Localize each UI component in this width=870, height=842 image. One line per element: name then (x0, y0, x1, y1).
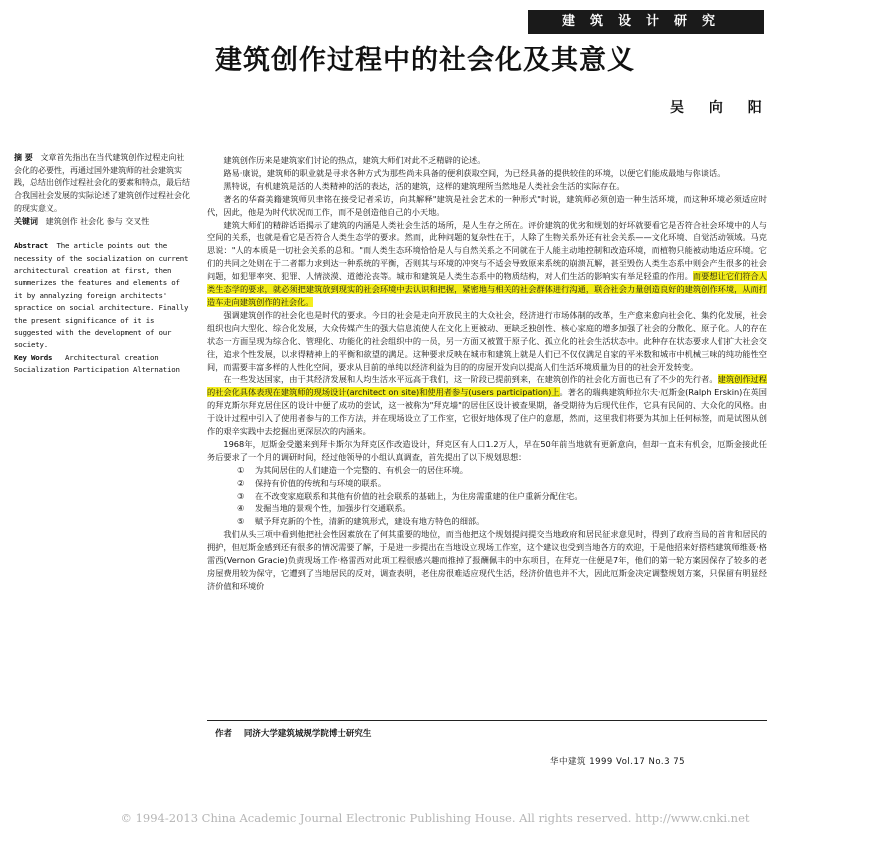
list-number: ① (237, 464, 245, 475)
paragraph-text: 建筑大师们的精辟话语揭示了建筑的内涵是人类社会生活的场所，是人生存之所在。评价建筑的优劣和规划的好坏就要看它是否符合社会环境中的人与空间的关系，也就是看它是否符合人类生态学的要求。然而，此种问题的复杂性在于，人除了生物关系外还有社会关系——文化环境、自觉活动领域。马克思说："人的本质是一切社会关系的总和。"而人类生态环境恰恰是人与自然关系之不同就在于人能主动地控制和改造环境，而植物只能被动地适应环境。它们的共同之处则在于二者都力求到达一种系统的平衡，否则其与环境的冲突与不适会导致原来系统的崩溃瓦解，甚至毁伤人类生态系中则会产生很多的社会问题，如犯罪率突、犯罪、人情淡漠、道德沦丧等。城市和建筑是人类生态系中的物质结构，对人们生活的影响实有举足轻重的作用。 (207, 219, 767, 282)
paragraph: 我们从头三项中看到他把社会性因素放在了何其重要的地位，而当他把这个规划提问提交当地政府和居民征求意见时，得到了政府当局的首肯和居民的拥护，但厄斯金感到还有很多的情况需要了解，于是进一步提出在当地设立现场工作室，这个建议也受到当地各方的欢迎，于是他招来好搭档建筑师维聂·格雷西(Vernon Gracie)负责现场工作·格雷西对此项工程很感兴趣而推掉了报酬佩丰的中东项目，在拜克一住便是7年，他们的第一轮方案因保存了较多的老房屋费用较为保守，它遭到了当地居民的反对，调查表明，老住房很难适应现代生活，经济价值也并不大，因此厄斯金决定调整规划方案，只保留有明显经济价值和环境价 (207, 529, 767, 591)
list-number: ④ (237, 503, 245, 514)
body-text (207, 154, 767, 593)
paragraph-text: 在一些发达国家，由于其经济发展和人均生活水平远高于我们，这一阶段已提前到来，在建筑创作的社会化方面也已有了不少的先行者。 (223, 374, 718, 385)
keywords-en (14, 352, 191, 377)
copyright-watermark: © 1994-2013 China Academic Journal Electronic Publishing House. All rights reserved. http://www.cnki.net (120, 811, 750, 825)
author-name: 吴 向 阳 (670, 100, 772, 116)
list-item (237, 490, 767, 503)
keywords-en-text: Architectural creation Socialization Participation Alternation (14, 352, 180, 375)
list-text: 保持有价值的传统和与环境的联系。 (255, 477, 387, 488)
list-number: ② (237, 477, 245, 488)
list-item (237, 502, 767, 515)
list-item (237, 477, 767, 490)
article-title: 建筑创作过程中的社会化及其意义 (215, 45, 635, 76)
abstract-column (14, 152, 191, 377)
paragraph-text: 。著名的瑞典建筑师拉尔夫·厄斯金(Ralph Erskin)在英国的拜克斯尔拜克居住区的设计中便了成功的尝试，这一被称为"拜克墙"的居住区设计被查果期，备受期待为后现代住作，它具有民间的、大众化的风格。由于设计过程中引入了使用者参与的工作方法，并在现场设立了工作室，它很好地体现了住户的意愿，然而，这里我们将要为其加上任何标签，而是试图从创作的艰辛实践中去挖掘出更深层次的内涵来。 (207, 387, 767, 437)
paragraph: 著名的华裔美籍建筑师贝聿铭在接受记者采访，向其解释"建筑是社会艺术的一种形式"时说，建筑师必须创造一种生活环境，而这种环境必须适应时代，因此，他是为时代状况而工作，而不是创造他自己的小天地。 (207, 193, 767, 217)
list-text: 在不改变家庭联系和其他有价值的社会联系的基础上，为住房需重建的住户重新分配住宅。 (255, 490, 583, 501)
abstract-en (14, 240, 191, 352)
planning-list (207, 464, 767, 529)
abstract-cn (14, 152, 191, 216)
paragraph: 路易·康说，建筑师的职业就是寻求各种方式为那些尚未具备的便利获取空间，为已经具备的提供较佳的环境，以便它们能成最地与你谈话。 (223, 167, 726, 178)
footnote-divider (207, 720, 767, 721)
footnote-text: 同济大学建筑城规学院博士研究生 (243, 729, 372, 739)
keywords-cn (14, 216, 191, 229)
paragraph: 黑特说，有机建筑是活的人类精神的活的表达，活的建筑，这样的建筑理所当然地是人类社会生活的实际存在。 (223, 180, 625, 191)
keywords-cn-text: 建筑创作 社会化 参与 交叉性 (45, 216, 150, 226)
list-item (237, 464, 767, 477)
section-tag: 建筑设计研究 (528, 10, 764, 34)
abstract-en-label: Abstract (14, 241, 48, 251)
abstract-en-text: The article points out the necessity of the socialization on current architectural creation at first, then summerizes the features and elements of it by annalyzing foreign architects' spractice on social architecture. Finally the present significance of it is suggested with the development of our society. (14, 241, 189, 350)
highlighted-text: 建筑创作过程的社会化具体表现在建筑师的现场设计(architect on site)和使用者参与(users participation)上 (207, 374, 767, 398)
paragraph: 1968年，厄斯金受邀来到拜卡斯尔为拜克区作改造设计，拜克区有人口1.2万人，早在50年前当地就有更新意向，但却一直未有机会，厄斯金接此任务后要求了一个月的调研时间，经过他领导的小组认真调查，首先提出了以下规划思想： (207, 438, 767, 462)
footnote-label: 作者 (215, 729, 233, 739)
list-text: 为其间居住的人们建造一个完整的、有机会一的居住环境。 (255, 464, 468, 475)
list-text: 发掘当地的景观个性，加强步行交通联系。 (255, 503, 411, 514)
highlighted-text: 而要想让它们符合人类生态学的要求，就必须把建筑放到现实的社会环境中去认识和把握，紧密地与相关的社会群体进行沟通，联合社会力量创造良好的建筑创作环境，从而打造车走向建筑创作的社会化。 (207, 271, 767, 307)
paragraph (207, 219, 767, 309)
list-number: ③ (237, 490, 245, 501)
paragraph: 强调建筑创作的社会化也是时代的要求。今日的社会是走向开放民主的大众社会，经济进行市场体制的改革，生产愈来愈向社会化、集约化发展，社会组织也向大型化、综合化发展，大众传媒产生的强大信息流使人在文化上更被动、更缺乏独创性、核心家庭的增多加强了社会的分散化、原子化。人的存在状态一方面呈现为综合化、管理化、功能化的社会组织中的一员，另一方面又被置于原子化、孤立化的社会生活状态中。此种存在状态要求人们扩大社会交往，追求个性发展，以求得精神上的平衡和欲望的满足。这种要求反映在城市和建筑上就是人们已不仅仅满足自家的平米数和城市中机械三味的纯功能性空间，而需要丰富多样的人性化空间，要求从目前的单纯以经济利益为目的的房屋开发向以提高人们生活环境质量为目的的社会开发转变。 (207, 309, 767, 372)
abstract-cn-label: 摘 要 (14, 153, 33, 162)
keywords-en-label: Key Words (14, 352, 53, 362)
abstract-cn-text: 文章首先指出在当代建筑创作过程走向社会化的必要性，再通过国外建筑师的社会建筑实践，总结出创作过程社会化的要素和特点，最后结合我国社会发展的实际论述了建筑创作过程社会化的现实意义。 (14, 153, 190, 213)
list-number: ⑤ (237, 516, 245, 527)
paragraph (207, 373, 767, 438)
list-text: 赋予拜克新的个性，清新的建筑形式，建设有地方特色的细部。 (255, 516, 485, 527)
journal-info: 华中建筑 1999 Vol.17 No.3 75 (550, 757, 686, 767)
list-item (237, 515, 767, 528)
keywords-cn-label: 关键词 (14, 216, 38, 226)
author-footnote (215, 727, 371, 739)
paragraph: 建筑创作历来是建筑家们讨论的热点，建筑大师们对此不乏精辟的论述。 (223, 155, 486, 165)
